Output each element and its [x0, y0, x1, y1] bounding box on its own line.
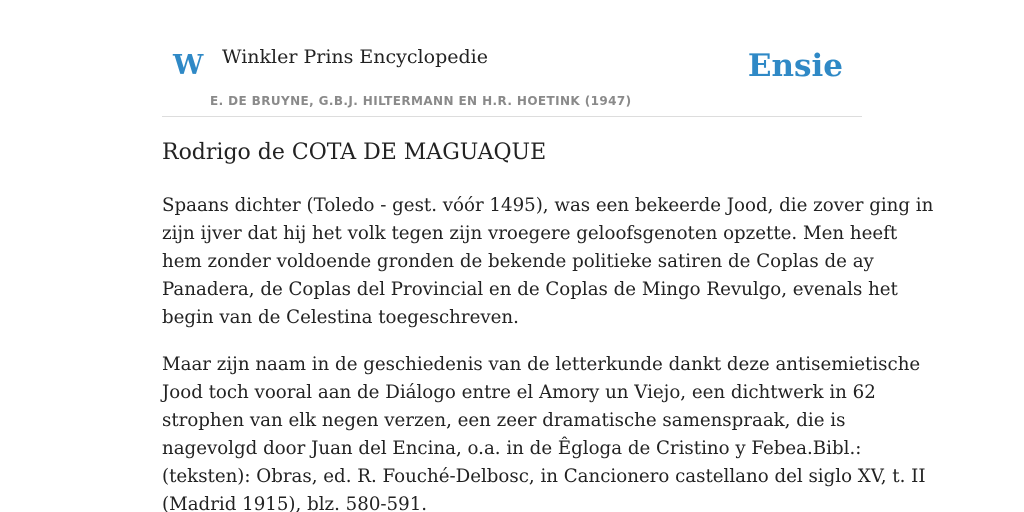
paragraph	[162, 351, 926, 512]
paragraph-line: zijn ijver dat hij het volk tegen zijn vroegere geloofsgenoten opzette. Men heeft	[162, 223, 898, 244]
paragraph-line: begin van de Celestina toegeschreven.	[162, 307, 519, 328]
paragraph-line: Maar zijn naam in de geschiedenis van de letterkunde dankt deze antisemietische	[162, 354, 921, 375]
winkler-prins-logo[interactable]: W	[173, 50, 204, 81]
paragraph	[162, 192, 934, 332]
paragraph-line: hem zonder voldoende gronden de bekende politieke satiren de Coplas de ay	[162, 251, 874, 272]
paragraph-line: (Madrid 1915), blz. 580-591.	[162, 494, 428, 512]
source-title[interactable]: Winkler Prins Encyclopedie	[222, 46, 488, 68]
paragraph-line: strophen van elk negen verzen, een zeer dramatische samenspraak, die is	[162, 410, 846, 431]
source-authors: E. DE BRUYNE, G.B.J. HILTERMANN EN H.R. HOETINK (1947)	[210, 94, 632, 108]
ensie-logo[interactable]: Ensie	[747, 48, 843, 84]
paragraph-line: Panadera, de Coplas del Provincial en de Coplas de Mingo Revulgo, evenals het	[162, 279, 898, 300]
article-body	[162, 192, 934, 512]
paragraph-line: Spaans dichter (Toledo - gest. vóór 1495), was een bekeerde Jood, die zover ging in	[162, 195, 934, 216]
paragraph-line: Jood toch vooral aan de Diálogo entre el Amory un Viejo, een dichtwerk in 62	[162, 382, 876, 403]
article-title: Rodrigo de COTA DE MAGUAQUE	[162, 140, 547, 165]
source-header	[162, 0, 862, 117]
paragraph-line: (teksten): Obras, ed. R. Fouché-Delbosc, in Cancionero castellano del siglo XV, t. II	[162, 466, 926, 487]
paragraph-line: nagevolgd door Juan del Encina, o.a. in de Êgloga de Cristino y Febea.Bibl.:	[162, 438, 862, 459]
